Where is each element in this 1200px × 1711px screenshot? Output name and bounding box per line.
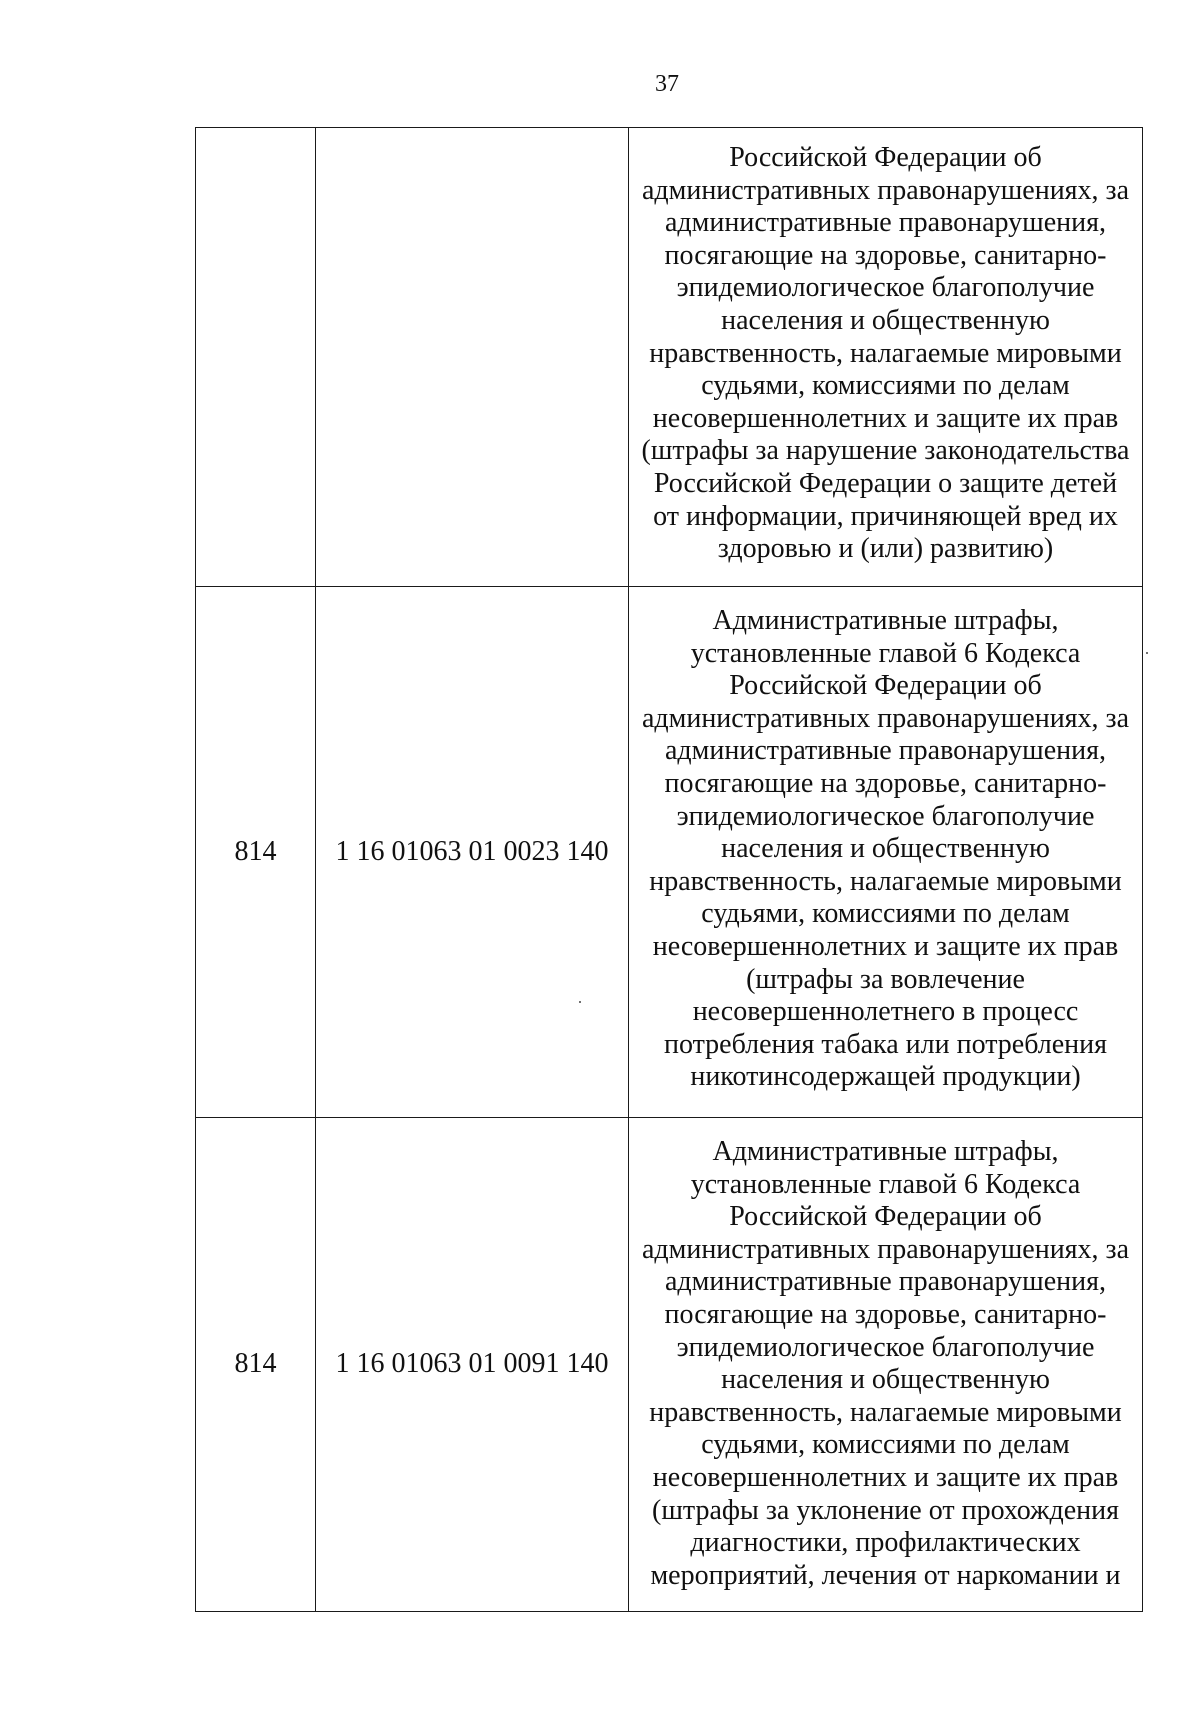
description-line: административные правонарушения, (664, 735, 1107, 767)
scan-speck (579, 1001, 581, 1003)
description-line: от информации, причиняющей вред их (653, 500, 1118, 532)
description-line: населения и общественную (721, 833, 1050, 865)
description-line: судьями, комиссиями по делам (701, 1429, 1070, 1461)
description-line: административные правонарушения, (664, 1266, 1107, 1298)
description-line: эпидемиологическое благополучие (676, 272, 1095, 304)
description-line: нравственность, налагаемые мировыми (649, 865, 1122, 897)
description-line: Российской Федерации о защите детей (653, 467, 1118, 499)
admin-code-cell: 814 (196, 1118, 316, 1612)
description-line: нравственность, налагаемые мировыми (649, 1396, 1122, 1428)
table-row (196, 587, 1143, 1118)
description-line: населения и общественную (721, 304, 1050, 336)
description-line: никотинсодержащей продукции) (690, 1061, 1081, 1093)
budget-classification-code-cell: 1 16 01063 01 0091 140 (316, 1118, 629, 1612)
description-line: установленные главой 6 Кодекса (690, 637, 1081, 669)
table-row (196, 128, 1143, 587)
description-line: Административные штрафы, (712, 605, 1059, 636)
admin-code-cell: 814 (196, 587, 316, 1118)
description-line: несовершеннолетних и защите их прав (652, 930, 1119, 962)
description-line: посягающие на здоровье, санитарно- (664, 767, 1107, 799)
description-line: Российской Федерации об (729, 1201, 1042, 1233)
scan-speck (1146, 652, 1148, 654)
description-line: нравственность, налагаемые мировыми (649, 337, 1122, 369)
description-cell (629, 128, 1143, 587)
description-line: населения и общественную (721, 1364, 1050, 1396)
admin-code-cell (196, 128, 316, 587)
description-line: административных правонарушениях, за (641, 702, 1130, 734)
description-line: (штрафы за вовлечение (746, 963, 1025, 995)
description-line: административных правонарушениях, за (641, 174, 1130, 206)
description-line: (штрафы за уклонение от прохождения (652, 1494, 1119, 1526)
description-line: судьями, комиссиями по делам (701, 898, 1070, 930)
description-cell (629, 587, 1143, 1118)
description-line: эпидемиологическое благополучие (676, 800, 1095, 832)
budget-codes-table (195, 127, 1143, 1612)
description-line: (штрафы за нарушение законодательства (641, 435, 1130, 467)
description-line: установленные главой 6 Кодекса (690, 1168, 1081, 1200)
description-line: диагностики, профилактических (690, 1527, 1081, 1559)
description-line: судьями, комиссиями по делам (701, 370, 1070, 402)
description-line: здоровью и (или) развитию) (717, 533, 1054, 565)
description-line: несовершеннолетних и защите их прав (652, 402, 1119, 434)
description-line: Российской Федерации об (729, 670, 1042, 702)
description-line: несовершеннолетнего в процесс (692, 996, 1079, 1028)
page-number: 37 (655, 71, 679, 97)
description-line: Российской Федерации об (729, 142, 1042, 173)
description-line: посягающие на здоровье, санитарно- (664, 239, 1107, 271)
budget-classification-code-cell: 1 16 01063 01 0023 140 (316, 587, 629, 1118)
description-line: Административные штрафы, (712, 1136, 1059, 1167)
table-row (196, 1118, 1143, 1612)
description-line: посягающие на здоровье, санитарно- (664, 1298, 1107, 1330)
description-line: мероприятий, лечения от наркомании и (650, 1559, 1121, 1591)
budget-classification-code-cell (316, 128, 629, 587)
description-cell (629, 1118, 1143, 1612)
description-line: эпидемиологическое благополучие (676, 1331, 1095, 1363)
description-line: потребления табака или потребления (663, 1028, 1108, 1060)
description-line: административных правонарушениях, за (641, 1233, 1130, 1265)
description-line: несовершеннолетних и защите их прав (652, 1461, 1119, 1493)
description-line: административные правонарушения, (664, 207, 1107, 239)
